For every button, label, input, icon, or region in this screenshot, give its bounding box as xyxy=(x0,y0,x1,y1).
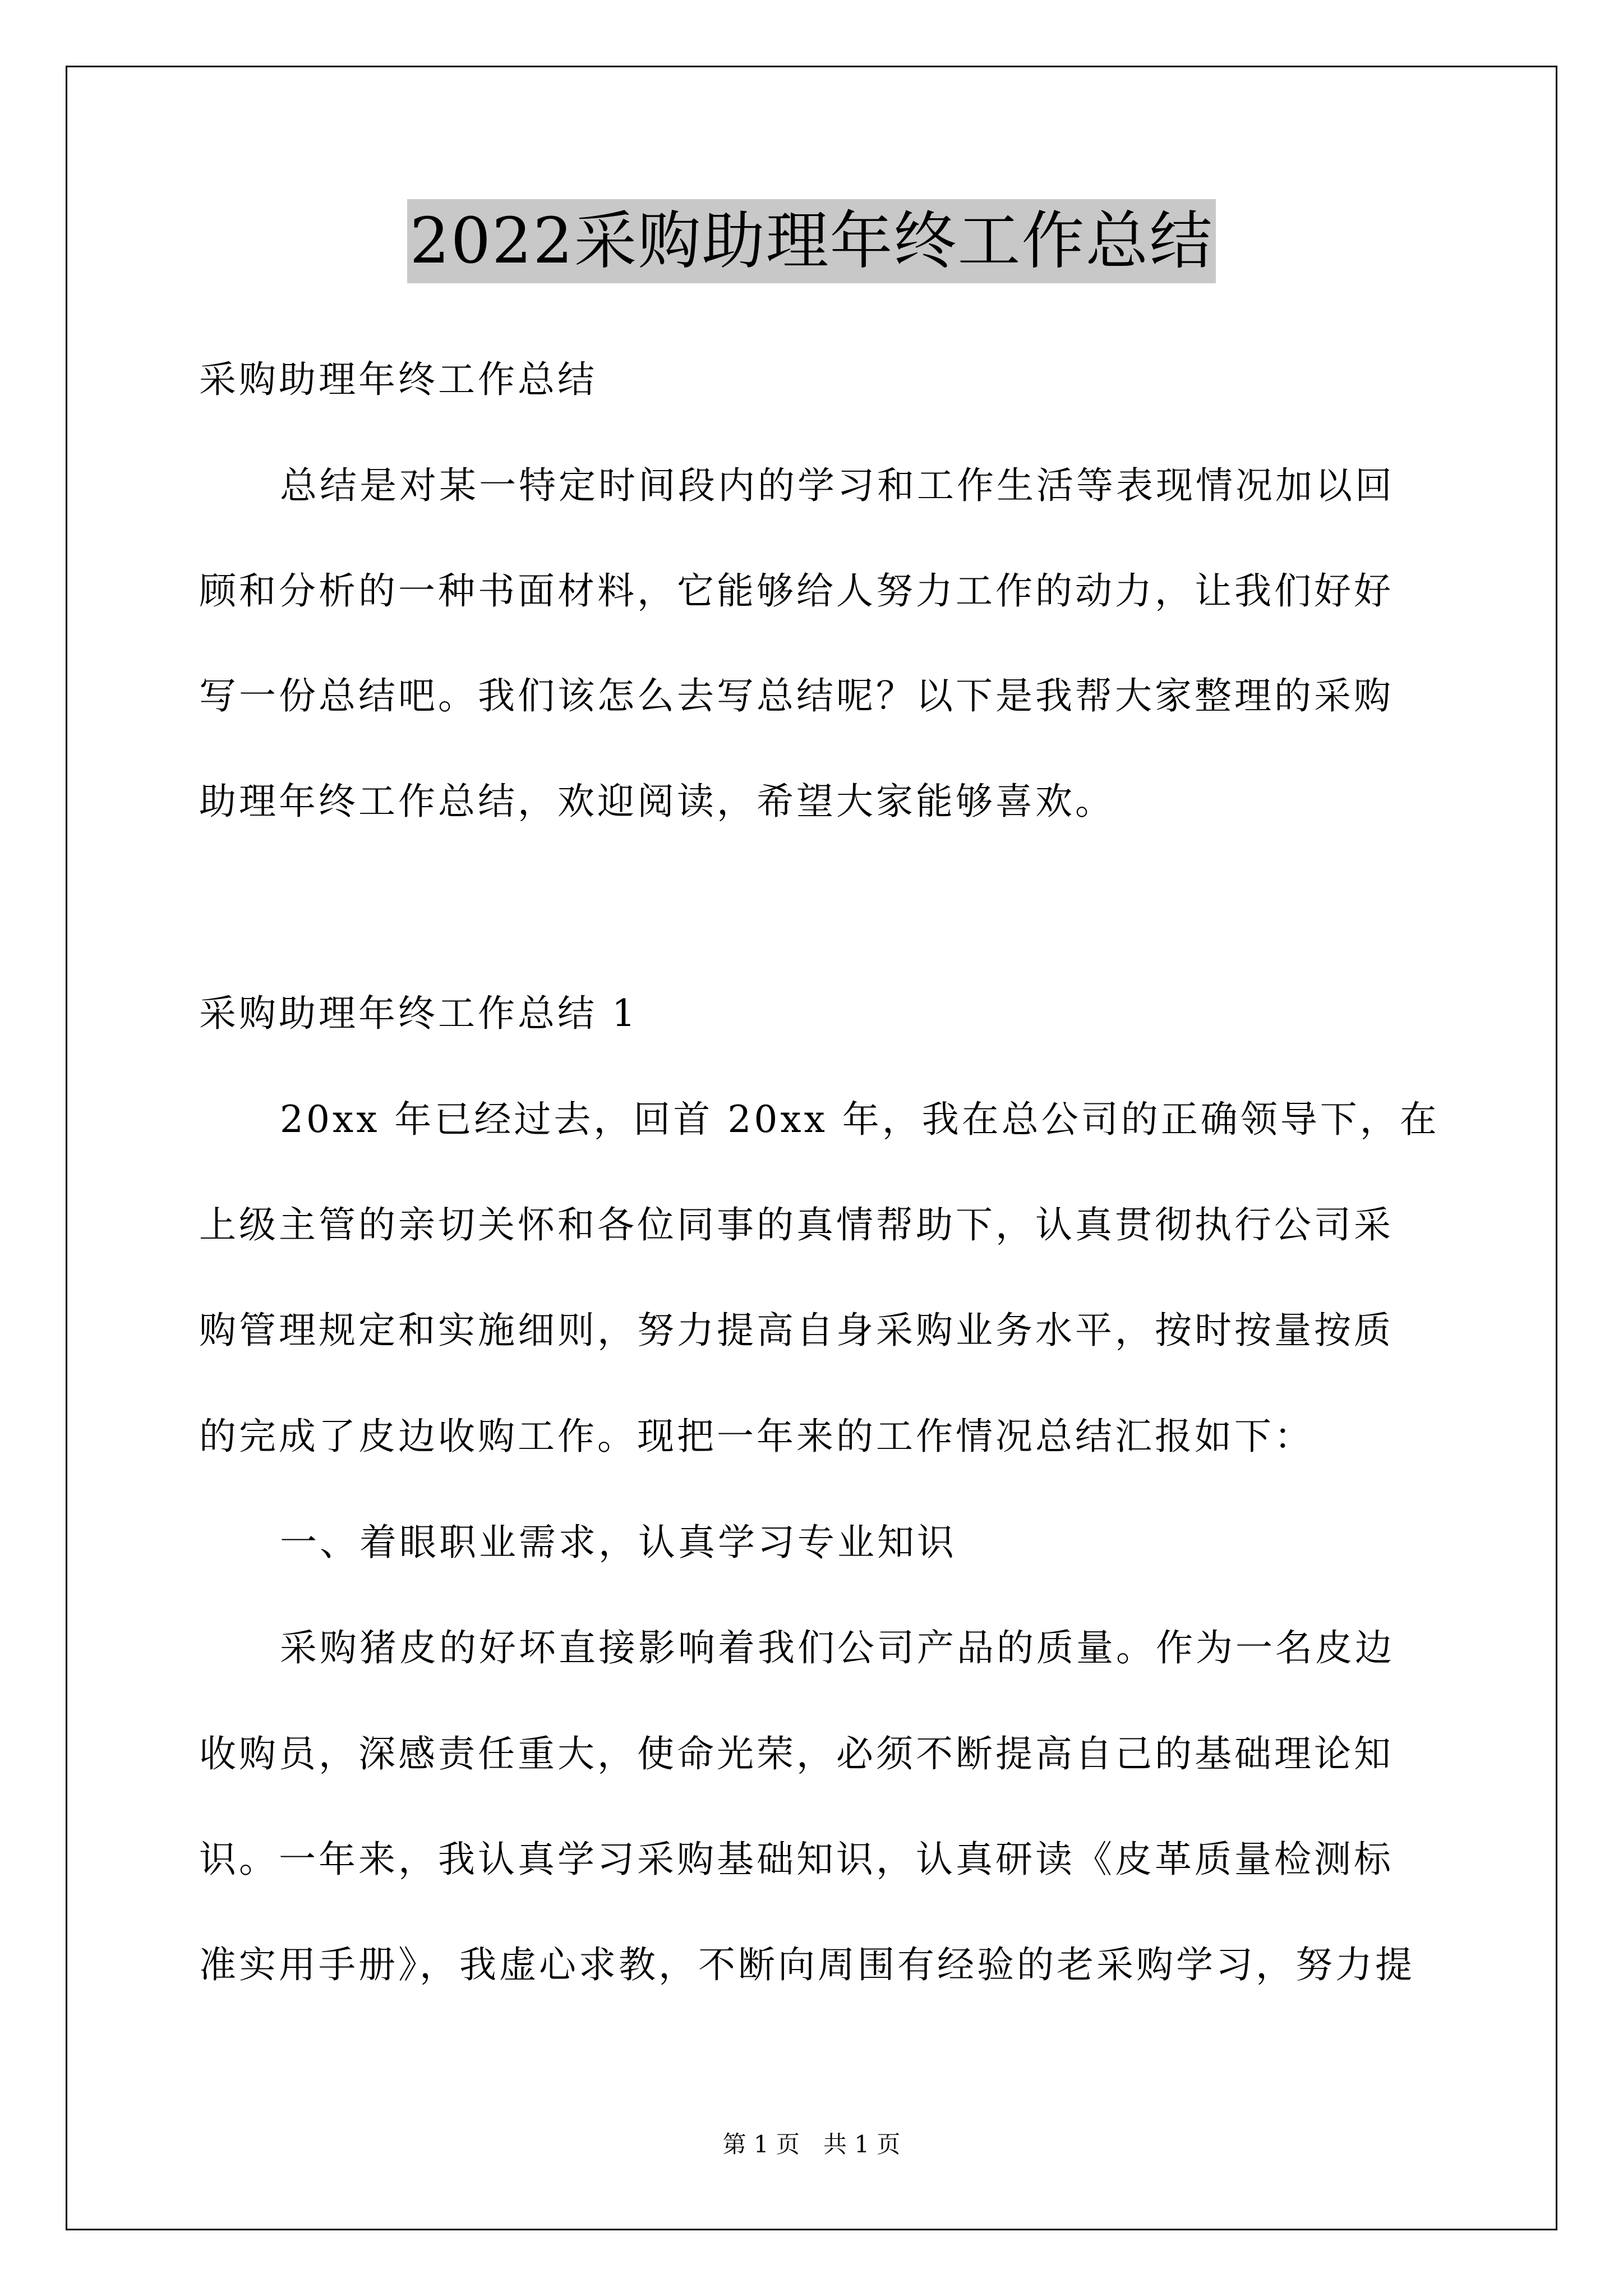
document-title: 2022采购助理年终工作总结 xyxy=(407,199,1215,283)
paragraph-line: 写一份总结吧。我们该怎么去写总结呢？以下是我帮大家整理的采购 xyxy=(199,674,1394,717)
paragraph-line: 顾和分析的一种书面材料，它能够给人努力工作的动力，让我们好好 xyxy=(199,569,1394,613)
paragraph-line: 总结是对某一特定时间段内的学习和工作生活等表现情况加以回 xyxy=(280,464,1395,507)
paragraph-line: 20xx 年已经过去，回首 20xx 年，我在总公司的正确领导下，在 xyxy=(280,1098,1440,1141)
paragraph-line: 上级主管的亲切关怀和各位同事的真情帮助下，认真贯彻执行公司采 xyxy=(199,1203,1394,1246)
subtitle: 采购助理年终工作总结 xyxy=(199,358,597,401)
section-heading: 采购助理年终工作总结 1 xyxy=(199,992,638,1035)
paragraph-line: 采购猪皮的好坏直接影响着我们公司产品的质量。作为一名皮边 xyxy=(280,1626,1395,1669)
paragraph-line: 购管理规定和实施细则，努力提高自身采购业务水平，按时按量按质 xyxy=(199,1309,1394,1352)
paragraph-line: 收购员，深感责任重大，使命光荣，必须不断提高自己的基础理论知 xyxy=(199,1732,1394,1775)
title-container xyxy=(0,199,1623,283)
subsection-heading: 一、着眼职业需求，认真学习专业知识 xyxy=(280,1521,957,1564)
paragraph-line: 助理年终工作总结，欢迎阅读，希望大家能够喜欢。 xyxy=(199,780,1115,823)
page-footer: 第 1 页 共 1 页 xyxy=(722,2131,901,2158)
paragraph-line: 识。一年来，我认真学习采购基础知识，认真研读《皮革质量检测标 xyxy=(199,1838,1394,1881)
paragraph-line: 的完成了皮边收购工作。现把一年来的工作情况总结汇报如下： xyxy=(199,1415,1314,1458)
paragraph-line: 准实用手册》，我虚心求教，不断向周围有经验的老采购学习，努力提 xyxy=(199,1943,1415,1986)
